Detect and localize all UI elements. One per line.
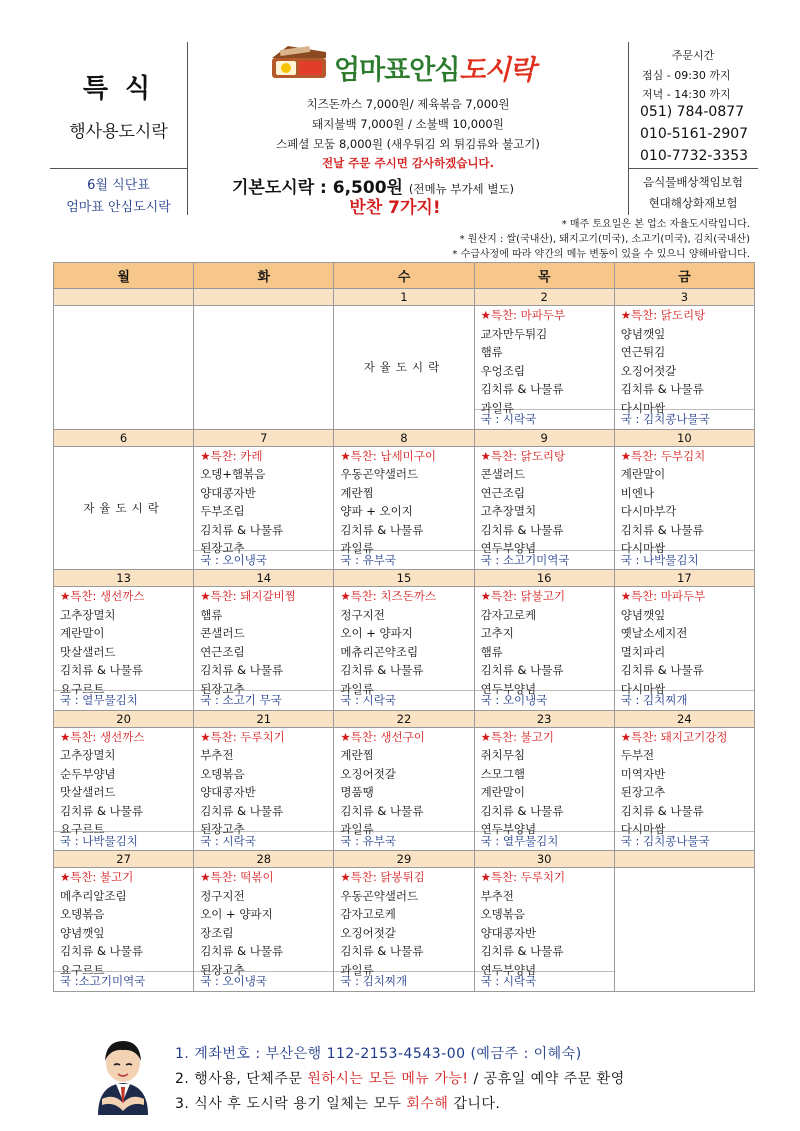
base-price-note: (전메뉴 부가세 별도) xyxy=(408,182,515,196)
date-number xyxy=(194,289,334,306)
footer-return-b: 회수해 xyxy=(406,1096,449,1112)
menu-item: 김치류 & 나물류 xyxy=(60,944,143,958)
special-dish: ★특찬: 납세미구이 xyxy=(340,448,436,463)
footer-order-c: / 공휴일 예약 주문 환영 xyxy=(468,1071,625,1087)
menu-cell xyxy=(474,727,614,851)
menu-cell xyxy=(54,587,194,711)
special-dish: ★특찬: 카레 xyxy=(200,448,263,463)
soup-item: 국 : 오이냉국 xyxy=(475,690,614,710)
lunch-time: 점심 - 09:30 까지 xyxy=(642,69,731,82)
menu-item: 양대콩자반 xyxy=(480,925,537,940)
month-label: 6월 식단표 xyxy=(87,178,150,193)
menu-item: 계란말이 xyxy=(480,785,525,799)
menu-item: 요구르트 xyxy=(60,962,105,977)
menu-item: 계란말이 xyxy=(60,626,105,640)
menu-item: 김치류 & 나물류 xyxy=(340,944,424,958)
menu-cell xyxy=(614,587,754,711)
menu-item: 계란말이 xyxy=(620,467,666,481)
free-lunch-cell: 자율도시락 xyxy=(54,446,194,570)
soup-item: 국 : 김치찌개 xyxy=(334,971,473,991)
menu-item: 김치류 & 나물류 xyxy=(620,382,704,396)
menu-row xyxy=(54,587,755,711)
special-dish: ★특찬: 돼지갈비찜 xyxy=(200,589,296,603)
free-lunch-cell: 자율도시락 xyxy=(334,306,474,430)
menu-item: 오징어젓갈 xyxy=(340,766,396,781)
menu-item: 양대콩자반 xyxy=(200,785,256,799)
menu-item: 오징어젓갈 xyxy=(340,925,396,940)
date-number: 6 xyxy=(54,429,194,446)
menu-item: 오뎅볶음 xyxy=(200,766,245,781)
menu-item: 다시마쌈 xyxy=(620,400,666,415)
menu-item: 연두부양념 xyxy=(480,541,537,555)
dinner-time: 저녁 - 14:30 까지 xyxy=(642,88,731,101)
menu-item: 과일류 xyxy=(340,541,374,555)
soup-item: 국 : 김치찌개 xyxy=(615,690,754,710)
date-row xyxy=(54,429,755,446)
weekday-tue: 화 xyxy=(194,263,334,289)
menu-item: 감자고로케 xyxy=(480,607,537,622)
menu-item: 우동곤약샐러드 xyxy=(340,467,419,481)
soup-item: 국 : 나박물김치 xyxy=(54,831,193,851)
menu-row xyxy=(54,446,755,570)
menu-item: 옛날소세지전 xyxy=(620,626,688,640)
price-line-2: 돼지불백 7,000원 / 소불백 10,000원 xyxy=(312,117,504,131)
menu-item: 김치류 & 나물류 xyxy=(60,803,143,818)
special-dish: ★특찬: 닭봉튀김 xyxy=(340,870,425,884)
special-dish: ★특찬: 불고기 xyxy=(480,729,554,744)
menu-item: 햄류 xyxy=(480,644,503,659)
order-note: 전날 주문 주시면 감사하겠습니다. xyxy=(322,156,494,170)
side-dishes-label: 반찬 7가지! xyxy=(349,198,441,218)
soup-item: 국 : 열무물김치 xyxy=(54,690,193,710)
menu-cell xyxy=(54,868,194,992)
special-dish: ★특찬: 돼지고기강정 xyxy=(620,729,728,744)
order-time-label: 주문시간 xyxy=(671,49,715,62)
menu-item: 된장고추 xyxy=(200,681,245,696)
menu-item: 다시마쌈 xyxy=(620,822,666,836)
date-number: 13 xyxy=(54,570,194,587)
menu-row xyxy=(54,306,755,430)
menu-cell xyxy=(54,727,194,851)
soup-item: 국 : 시락국 xyxy=(475,971,614,991)
date-number: 23 xyxy=(474,710,614,727)
menu-cell xyxy=(474,587,614,711)
menu-item: 오뎅볶음 xyxy=(480,907,525,921)
menu-item: 양념깻잎 xyxy=(620,326,666,341)
date-number: 20 xyxy=(54,710,194,727)
menu-cell xyxy=(614,446,754,570)
special-dish: ★특찬: 마파두부 xyxy=(480,308,566,322)
phone-3[interactable]: 010-7732-3353 xyxy=(640,148,749,164)
page-subtitle: 행사용도시락 xyxy=(69,122,168,142)
footer-account: 1. 계좌번호 : 부산은행 112-2153-4543-00 (예금주 : 이혜숙) xyxy=(175,1046,582,1062)
menu-item: 메추리알조림 xyxy=(60,888,127,903)
menu-item: 고추장멸치 xyxy=(60,607,116,622)
footer-order-info xyxy=(175,1068,625,1088)
menu-cell xyxy=(194,868,334,992)
menu-cell xyxy=(474,306,614,430)
menu-item: 정구지전 xyxy=(200,888,245,903)
special-dish: ★특찬: 불고기 xyxy=(60,870,134,884)
menu-item: 오이 + 양파지 xyxy=(200,907,273,921)
price-line-1: 치즈돈까스 7,000원/ 제육볶음 7,000원 xyxy=(306,97,510,111)
menu-item: 김치류 & 나물류 xyxy=(60,663,143,677)
soup-item: 국 : 오이냉국 xyxy=(194,550,333,570)
date-row xyxy=(54,710,755,727)
staff-avatar-icon xyxy=(92,1033,154,1115)
menu-item: 김치류 & 나물류 xyxy=(620,522,704,537)
menu-item: 김치류 & 나물류 xyxy=(200,663,284,677)
weekday-thu: 목 xyxy=(474,263,614,289)
menu-item: 부추전 xyxy=(480,888,514,903)
date-number: 8 xyxy=(334,429,474,446)
menu-cell xyxy=(334,446,474,570)
special-dish: ★특찬: 두루치기 xyxy=(200,729,285,744)
weekday-wed: 수 xyxy=(334,263,474,289)
weekday-header-row xyxy=(54,263,755,289)
menu-item: 김치류 & 나물류 xyxy=(480,944,564,958)
date-number xyxy=(614,851,754,868)
date-number: 29 xyxy=(334,851,474,868)
special-dish: ★특찬: 생선까스 xyxy=(60,729,145,744)
date-number: 15 xyxy=(334,570,474,587)
brand-logo-source xyxy=(334,48,335,49)
menu-item: 미역자반 xyxy=(620,766,666,781)
date-number: 24 xyxy=(614,710,754,727)
date-number: 2 xyxy=(474,289,614,306)
special-dish: ★특찬: 닭불고기 xyxy=(480,589,566,603)
date-number: 30 xyxy=(474,851,614,868)
insurance-line-1: 음식물배상책임보험 xyxy=(643,175,743,189)
soup-item: 국 : 소고기 무국 xyxy=(194,690,333,710)
special-dish: ★특찬: 떡볶이 xyxy=(200,870,274,884)
footer-order-a: 2. 행사용, 단체주문 xyxy=(175,1071,308,1087)
footer-return-c: 갑니다. xyxy=(448,1096,501,1112)
date-number: 16 xyxy=(474,570,614,587)
price-line-3: 스페셜 모둠 8,000원 (새우튀김 외 튀김류와 불고기) xyxy=(276,137,540,151)
menu-item: 정구지전 xyxy=(340,607,385,622)
menu-item: 우동곤약샐러드 xyxy=(340,888,419,903)
header-rule-left xyxy=(50,168,187,169)
menu-item: 김치류 & 나물류 xyxy=(200,803,284,818)
menu-item: 김치류 & 나물류 xyxy=(480,663,564,677)
menu-item: 햄류 xyxy=(480,345,503,359)
menu-item: 멸치파리 xyxy=(620,644,666,659)
footer-return-a: 3. 식사 후 도시락 용기 일체는 모두 xyxy=(175,1096,407,1112)
note-menu-change: * 수급사정에 따라 약간의 메뉴 변동이 있을 수 있으니 양해바랍니다. xyxy=(452,249,750,260)
menu-item: 김치류 & 나물류 xyxy=(480,803,564,818)
menu-item: 김치류 & 나물류 xyxy=(340,522,424,537)
date-number: 10 xyxy=(614,429,754,446)
menu-item: 요구르트 xyxy=(60,681,105,696)
menu-item: 과일류 xyxy=(340,822,374,836)
menu-cell xyxy=(474,446,614,570)
menu-item: 우엉조림 xyxy=(480,363,525,378)
menu-cell xyxy=(334,587,474,711)
menu-cell xyxy=(334,868,474,992)
menu-item: 비엔나 xyxy=(620,485,655,500)
menu-item: 김치류 & 나물류 xyxy=(340,803,424,818)
menu-item: 김치류 & 나물류 xyxy=(620,663,704,677)
date-number: 17 xyxy=(614,570,754,587)
soup-item: 국 : 시락국 xyxy=(194,831,333,851)
date-number: 9 xyxy=(474,429,614,446)
free-lunch-cell xyxy=(194,306,334,430)
menu-calendar xyxy=(53,262,755,992)
menu-item: 된장고추 xyxy=(620,785,666,799)
menu-cell xyxy=(334,727,474,851)
date-number: 27 xyxy=(54,851,194,868)
date-row xyxy=(54,851,755,868)
base-price-main: 기본도시락 : 6,500원 xyxy=(232,178,403,198)
menu-item: 김치류 & 나물류 xyxy=(200,522,284,537)
soup-item: 국 : 김치콩나물국 xyxy=(615,409,754,429)
menu-item: 다시마쌈 xyxy=(620,541,666,555)
date-number: 21 xyxy=(194,710,334,727)
menu-item: 연두부양념 xyxy=(480,962,537,977)
date-row xyxy=(54,570,755,587)
soup-item: 국 : 유부국 xyxy=(334,550,473,570)
brand-logo-text: 엄마표안심도시락 xyxy=(334,55,535,86)
menu-item: 연두부양념 xyxy=(480,681,537,696)
menu-item: 계란찜 xyxy=(340,485,374,500)
special-dish: ★특찬: 닭도리탕 xyxy=(480,448,566,463)
menu-item: 김치류 & 나물류 xyxy=(340,663,424,677)
menu-item: 쥐치무침 xyxy=(480,748,525,762)
menu-item: 오이 + 양파지 xyxy=(340,626,413,640)
special-dish: ★특찬: 두루치기 xyxy=(480,870,566,884)
menu-item: 된장고추 xyxy=(200,541,245,555)
insurance-line-2: 현대해상화재보험 xyxy=(648,196,738,210)
menu-item: 과일류 xyxy=(340,962,374,977)
menu-item: 된장고추 xyxy=(200,962,245,977)
menu-item: 과일류 xyxy=(340,681,374,696)
special-dish: ★특찬: 두부김치 xyxy=(620,448,706,463)
soup-item: 국 : 나박물김치 xyxy=(615,550,754,570)
soup-item: 국 : 시락국 xyxy=(334,690,473,710)
menu-item: 연두부양념 xyxy=(480,822,537,836)
soup-item: 국 : 시락국 xyxy=(475,409,614,429)
menu-item: 스모그햄 xyxy=(480,766,525,781)
menu-item: 교자만두튀김 xyxy=(480,326,548,341)
menu-item: 명품땡 xyxy=(340,785,374,799)
special-dish: ★특찬: 마파두부 xyxy=(620,589,706,603)
menu-item: 오뎅볶음 xyxy=(60,907,105,921)
menu-cell xyxy=(614,727,754,851)
menu-item: 고추지 xyxy=(480,626,514,640)
date-number: 14 xyxy=(194,570,334,587)
soup-item: 국 : 열무물김치 xyxy=(475,831,614,851)
special-dish: ★특찬: 닭도리탕 xyxy=(620,308,706,322)
menu-item: 김치류 & 나물류 xyxy=(620,803,704,818)
menu-item: 계란찜 xyxy=(340,748,374,762)
menu-item: 장조림 xyxy=(200,925,234,940)
menu-item: 두부전 xyxy=(620,748,655,762)
menu-item: 과일류 xyxy=(480,400,514,415)
menu-item: 연근튀김 xyxy=(620,345,666,359)
date-number: 28 xyxy=(194,851,334,868)
menu-cell xyxy=(194,727,334,851)
note-saturday: * 매주 토요일은 본 업소 자율도시락입니다. xyxy=(561,219,750,230)
menu-item: 연근조림 xyxy=(200,644,245,659)
menu-item: 오징어젓갈 xyxy=(620,363,677,378)
date-number: 3 xyxy=(614,289,754,306)
menu-item: 콘샐러드 xyxy=(200,626,245,640)
note-origin: * 원산지 : 쌀(국내산), 돼지고기(미국), 소고기(미국), 김치(국내산) xyxy=(459,234,750,245)
menu-item: 연근조림 xyxy=(480,485,525,500)
soup-item: 국 : 김치콩나물국 xyxy=(615,831,754,851)
menu-item: 다시마쌈 xyxy=(620,681,666,696)
footer-return-info xyxy=(175,1093,500,1113)
date-number: 1 xyxy=(334,289,474,306)
free-lunch-cell xyxy=(614,868,754,992)
menu-item: 고추장멸치 xyxy=(480,504,537,518)
menu-item: 요구르트 xyxy=(60,822,105,836)
menu-cell xyxy=(194,587,334,711)
menu-item: 감자고로케 xyxy=(340,907,396,921)
special-dish: ★특찬: 생선까스 xyxy=(60,589,145,603)
menu-item: 오뎅+햄볶음 xyxy=(200,467,266,481)
soup-item: 국 : 오이냉국 xyxy=(194,971,333,991)
soup-item: 국 : 유부국 xyxy=(334,831,473,851)
brand-name: 엄마표 안심도시락 xyxy=(66,200,171,215)
date-number: 22 xyxy=(334,710,474,727)
menu-item: 양념깻잎 xyxy=(620,607,666,622)
menu-item: 고추장멸치 xyxy=(60,748,116,762)
menu-item: 다시마부각 xyxy=(620,504,677,518)
menu-item: 양념깻잎 xyxy=(60,925,105,940)
menu-item: 양파 + 오이지 xyxy=(340,504,413,518)
date-number: 7 xyxy=(194,429,334,446)
menu-item: 양대콩자반 xyxy=(200,485,256,500)
menu-item: 김치류 & 나물류 xyxy=(200,944,284,958)
soup-item: 국 :소고기미역국 xyxy=(54,971,193,991)
phone-1[interactable]: 051) 784-0877 xyxy=(640,104,745,120)
menu-item: 햄류 xyxy=(200,607,223,622)
menu-item: 부추전 xyxy=(200,748,234,762)
date-row xyxy=(54,289,755,306)
menu-item: 된장고추 xyxy=(200,822,245,836)
free-lunch-cell xyxy=(54,306,194,430)
weekday-fri: 금 xyxy=(614,263,754,289)
phone-2[interactable]: 010-5161-2907 xyxy=(640,126,749,142)
weekday-mon: 월 xyxy=(54,263,194,289)
menu-item: 메츄리곤약조림 xyxy=(340,644,419,659)
menu-item: 콘샐러드 xyxy=(480,467,525,481)
date-number xyxy=(54,289,194,306)
menu-row xyxy=(54,727,755,851)
menu-item: 김치류 & 나물류 xyxy=(480,522,564,537)
menu-cell xyxy=(194,446,334,570)
soup-item: 국 : 소고기미역국 xyxy=(475,550,614,570)
lunchbox-logo-icon xyxy=(268,44,330,82)
menu-item: 두부조림 xyxy=(200,504,245,518)
menu-item: 맛살샐러드 xyxy=(60,785,116,799)
menu-cell xyxy=(614,306,754,430)
footer-order-b: 원하시는 모든 메뉴 가능! xyxy=(307,1071,469,1087)
page-title: 특 식 xyxy=(82,74,155,104)
menu-item: 맛살샐러드 xyxy=(60,644,116,659)
special-dish: ★특찬: 생선구이 xyxy=(340,729,425,744)
special-dish: ★특찬: 치즈돈까스 xyxy=(340,589,436,603)
header-rule-right xyxy=(628,168,758,169)
menu-row xyxy=(54,868,755,992)
menu-cell xyxy=(474,868,614,992)
menu-item: 김치류 & 나물류 xyxy=(480,382,564,396)
menu-item: 순두부양념 xyxy=(60,766,116,781)
